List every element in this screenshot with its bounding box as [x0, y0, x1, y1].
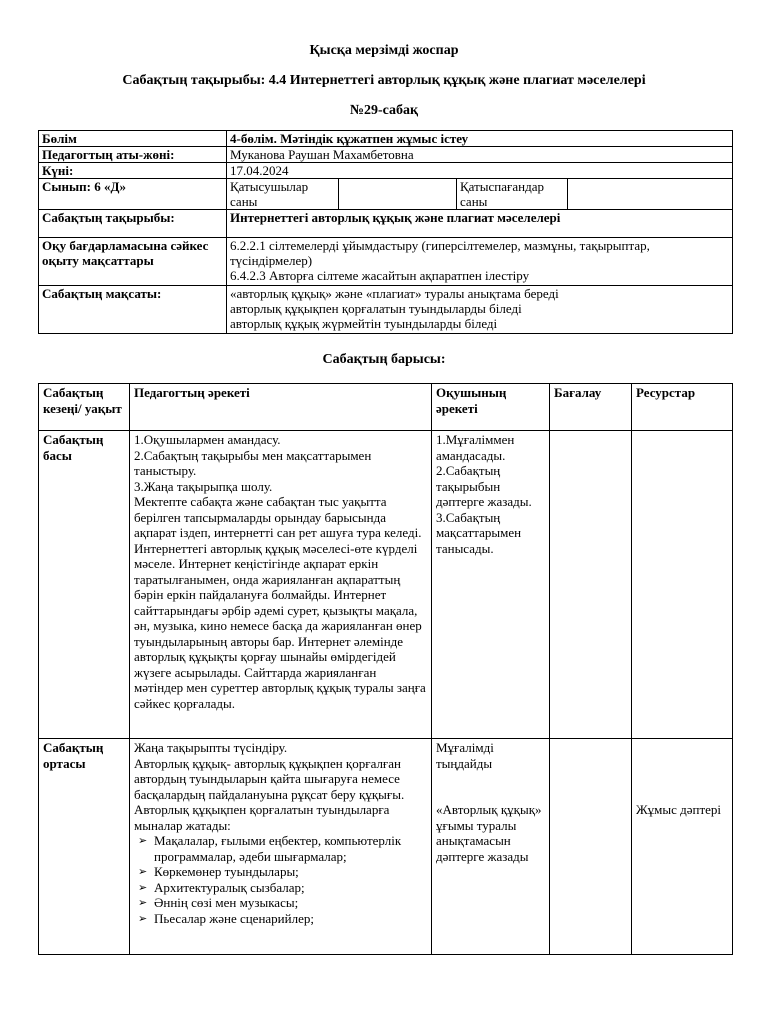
- section-label: Бөлім: [39, 131, 227, 147]
- section-value: 4-бөлім. Мәтіндік құжатпен жұмыс істеу: [227, 131, 733, 147]
- teacher-label: Педагогтың аты-жөні:: [39, 147, 227, 163]
- progress-title: Сабақтың барысы:: [322, 352, 446, 367]
- teacher-paragraph: Мектепте сабақта және сабақтан тыс уақытта берілген тапсырмаларды орындау барысында ақпарат іздеп, интернетті сан рет ашуға тура келеді. Интернеттегі авторлық құқық мәселесі-өте күрделі мәселе. Интернет кеңістігінде ақпарат еркін таратылғанымен, онда жарияланған ақпараттың бәрін еркін пайдалануға болмайды. Интернет сайттарындағы әрбір әдемі сурет, қызықты мақала, ән, музыка, кино немесе басқа да жарияланған өнер туындыларының авторы бар. Интернет әлемінде авторлық құқықты қорғау шынайы өмірдегідей жүзеге асырылады. Сайттарда жарияланған мәтіндер мен суреттер авторлық құқық туралы заңға сәйкес қорғалады.: [134, 494, 426, 711]
- date-label: Күні:: [39, 163, 227, 179]
- present-count-label: Қатысушылар саны: [227, 179, 339, 210]
- objective-item: 6.4.2.3 Авторға сілтеме жасайтын ақпаратпен ілестіру: [230, 268, 530, 283]
- arrow-bullet-icon: ➢: [138, 865, 148, 878]
- teacher-activity-middle: [130, 739, 432, 955]
- list-item: ➢ Архитектуралық сызбалар;: [138, 879, 305, 895]
- header-stage: Сабақтың кезеңі/ уақыт: [39, 384, 130, 431]
- list-item: ➢ Көркемөнер туындылары;: [138, 864, 299, 879]
- student-step: Мұғалімді тыңдайды: [436, 740, 494, 771]
- student-step: 1.Мұғаліммен амандасады.: [436, 432, 515, 463]
- assessment-middle: [550, 739, 632, 955]
- resource-item: Жұмыс дәптері: [636, 802, 722, 817]
- goal-item: авторлық құқықпен қорғалатын туындыларды біледі: [230, 301, 522, 316]
- absent-count-label: Қатыспағандар саны: [457, 179, 568, 210]
- date-value: 17.04.2024: [227, 163, 733, 179]
- teacher-step: 3.Жаңа тақырыпқа шолу.: [134, 478, 273, 494]
- absent-count-value: [568, 179, 733, 210]
- header-teacher: Педагогтың әрекеті: [130, 384, 432, 431]
- objective-item: 6.2.2.1 сілтемелерді ұйымдастыру (гиперсілтемелер, мазмұны, тақырыптар, түсіндірмелер): [230, 238, 650, 268]
- arrow-bullet-icon: ➢: [138, 880, 148, 894]
- objectives-cell: [227, 238, 733, 286]
- student-step: 2.Сабақтың тақырыбын дәптерге жазады.: [436, 463, 532, 509]
- student-step: 3.Сабақтың мақсаттарымен танысады.: [436, 509, 522, 556]
- assessment-beginning: [550, 431, 632, 739]
- lesson-topic-heading: Сабақтың тақырыбы: 4.4 Интернеттегі авторлық құқық және плагиат мәселелері: [122, 73, 646, 88]
- present-count-value: [339, 179, 457, 210]
- teacher-step: Жаңа тақырыпты түсіндіру.: [134, 740, 288, 755]
- lesson-number: №29-сабақ: [349, 103, 419, 118]
- header-student: Оқушының әрекеті: [432, 384, 550, 431]
- lesson-info-table: [38, 130, 733, 334]
- objectives-label: Оқу бағдарламасына сәйкес оқыту мақсаттары: [39, 238, 227, 286]
- arrow-bullet-icon: ➢: [138, 911, 148, 925]
- goals-label: Сабақтың мақсаты:: [39, 286, 227, 334]
- list-item: ➢ Мақалалар, ғылыми еңбектер, компьютерлік программалар, әдеби шығармалар;: [138, 833, 402, 864]
- arrow-bullet-icon: ➢: [138, 896, 148, 909]
- teacher-step: Авторлық құқықпен қорғалатын туындыларға мыналар жатады:: [134, 802, 390, 833]
- teacher-activity-beginning: [130, 431, 432, 739]
- protected-works-list: [134, 833, 427, 926]
- topic-label: Сабақтың тақырыбы:: [39, 210, 227, 238]
- stage-middle: Сабақтың ортасы: [39, 739, 130, 955]
- document-title: Қысқа мерзімді жоспар: [309, 43, 459, 58]
- goals-cell: [227, 286, 733, 334]
- topic-value: Интернеттегі авторлық құқық және плагиат мәселелері: [227, 210, 733, 238]
- resources-middle: [632, 739, 733, 955]
- resources-beginning: [632, 431, 733, 739]
- stage-beginning: Сабақтың басы: [39, 431, 130, 739]
- goal-item: авторлық құқық жүрмейтін туындыларды біледі: [230, 316, 498, 331]
- teacher-step: 2.Сабақтың тақырыбы мен мақсаттарымен таныстыру.: [134, 447, 372, 478]
- lesson-plan-table: [38, 383, 733, 955]
- header-resources: Ресурстар: [632, 384, 733, 431]
- goal-item: «авторлық құқық» және «плагиат» туралы анықтама береді: [230, 286, 559, 301]
- arrow-bullet-icon: ➢: [138, 834, 148, 847]
- teacher-step: 1.Оқушылармен амандасу.: [134, 432, 281, 447]
- student-step: «Авторлық құқық» ұғымы туралы анықтамасын дәптерге жазады: [436, 802, 542, 864]
- student-activity-beginning: [432, 431, 550, 739]
- student-activity-middle: [432, 739, 550, 955]
- list-item: ➢ Пьесалар және сценарийлер;: [138, 910, 314, 926]
- class-label: Сынып: 6 «Д»: [39, 179, 227, 210]
- list-item: ➢ Әннің сөзі мен музыкасы;: [138, 895, 299, 910]
- teacher-value: Муканова Раушан Махамбетовна: [227, 147, 733, 163]
- teacher-step: Авторлық құқық- авторлық құқықпен қорғалған автордың туындыларын қайта шығаруға немесе басқалардың пайдалануына рұқсат беру құқығы.: [134, 755, 405, 802]
- header-assessment: Бағалау: [550, 384, 632, 431]
